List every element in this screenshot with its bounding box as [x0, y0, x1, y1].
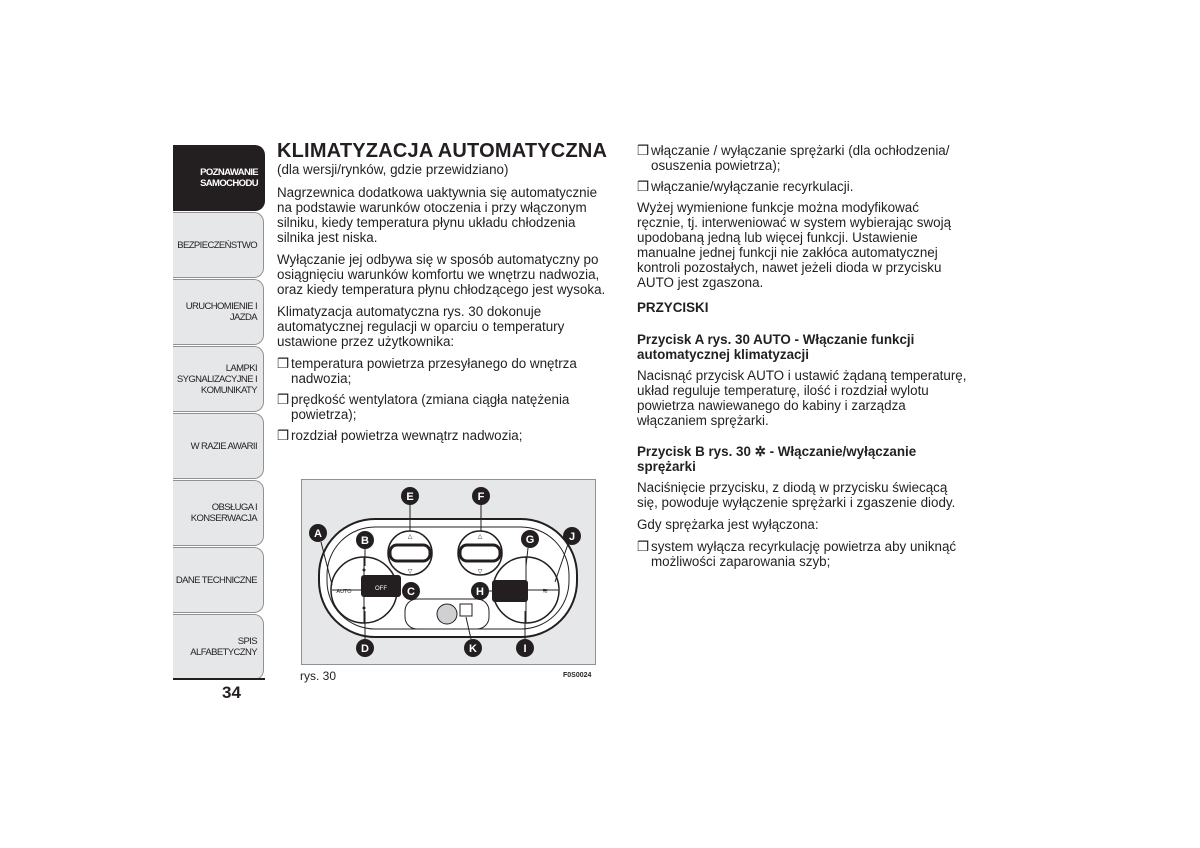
climate-panel-illustration: [302, 480, 595, 664]
paragraph: Gdy sprężarka jest wyłączona:: [637, 517, 819, 532]
bullet-text: włączanie / wyłączanie sprężarki (dla ochłodzenia/ osuszenia powietrza);: [651, 143, 950, 173]
subheading-b-end: - Włączanie/wyłączanie sprężarki: [637, 444, 917, 474]
paragraph: Naciśnięcie przycisku, z diodą w przycisku świecącą się, powoduje wyłączenie sprężarki i zgaszenie diody.: [637, 480, 956, 510]
tab-spis-alfabetyczny[interactable]: [173, 614, 264, 680]
page-number: 34: [222, 683, 241, 702]
bullet-text: włączanie/wyłączanie recyrkulacji.: [651, 179, 854, 194]
spacer: [637, 435, 969, 444]
bullet-item: [637, 539, 969, 569]
figure-code: F0S0024: [563, 672, 592, 679]
callout-g: G: [525, 534, 535, 546]
tab-w-razie-awarii[interactable]: [173, 413, 264, 479]
tab-bezpieczenstwo[interactable]: [173, 212, 264, 278]
paragraph: Nacisnąć przycisk AUTO i ustawić żądaną temperaturę, układ reguluje temperaturę, ilość i rozdział wylotu powietrza nawiewanego do kabiny i zarządza włączaniem sprężarki.: [637, 368, 967, 428]
checkbox-bullet-icon: ❒: [277, 356, 290, 371]
right-vent-down-icon: ▽: [477, 569, 483, 575]
tab-label: URUCHOMIENIE I JAZDA: [185, 301, 257, 323]
tab-label: SPIS ALFABETYCZNY: [190, 636, 257, 658]
checkbox-bullet-icon: ❒: [637, 143, 650, 158]
left-vent-louver: [390, 545, 430, 561]
paragraph: Wyżej wymienione funkcje można modyfikować ręcznie, tj. interweniować w system wybierając swoją upodobaną jedną lub więcej funkcji. Ustawienie manualne jednej funkcji nie zakłóca automatycznej kontroli pozostałych, nawet jeżeli dioda w przycisku AUTO jest zgaszona.: [637, 200, 952, 290]
callout-c: C: [407, 586, 415, 598]
climate-control-figure: [301, 479, 596, 665]
bullet-text: rozdział powietrza wewnątrz nadwozia;: [291, 428, 523, 443]
page-number-rule: [173, 678, 265, 680]
callout-d: D: [361, 643, 369, 655]
subheading-button-a: Przycisk A rys. 30 AUTO - Włączanie funkcji automatycznej klimatyzacji: [637, 332, 915, 362]
temperature-sensor-grille: [437, 604, 457, 624]
bullet-text: temperatura powietrza przesyłanego do wnętrza nadwozia;: [291, 356, 577, 386]
tab-obsluga-i-konserwacja[interactable]: [173, 480, 264, 546]
tab-label: DANE TECHNICZNE: [175, 574, 257, 586]
auto-button-label: AUTO: [336, 589, 352, 595]
callout-a: A: [314, 528, 322, 540]
tab-poznawanie-samochodu[interactable]: [173, 145, 265, 211]
bullet-item: [277, 392, 609, 422]
callout-e: E: [406, 491, 414, 503]
callout-f: F: [477, 491, 485, 503]
callout-i: I: [523, 643, 527, 655]
callout-h: H: [476, 586, 484, 598]
left-vent-up-icon: △: [407, 534, 413, 540]
tab-lampki-sygnalizacyjne[interactable]: [173, 346, 264, 412]
left-column: [277, 140, 609, 449]
subheading-b-start: Przycisk B rys. 30: [637, 444, 751, 459]
tab-label: POZNAWANIE SAMOCHODU: [200, 167, 258, 189]
checkbox-bullet-icon: ❒: [637, 539, 650, 554]
checkbox-bullet-icon: ❒: [637, 179, 650, 194]
recirculation-icon: [363, 607, 366, 610]
tab-label: OBSŁUGA I KONSERWACJA: [190, 502, 257, 524]
figure-caption: rys. 30: [300, 669, 337, 683]
right-vent-up-icon: △: [477, 534, 483, 540]
checkbox-bullet-icon: ❒: [277, 392, 290, 407]
off-button-label: OFF: [375, 586, 387, 592]
section-title: KLIMATYZACJA AUTOMATYCZNA: [277, 140, 608, 162]
left-vent-down-icon: ▽: [407, 569, 413, 575]
right-column: [637, 143, 969, 575]
bullet-text: prędkość wentylatora (zmiana ciągła natężenia powietrza);: [291, 392, 570, 422]
bullet-text: system wyłącza recyrkulację powietrza aby uniknąć możliwości zaparowania szyb;: [651, 539, 957, 569]
snowflake-icon: [363, 569, 366, 572]
tab-uruchomienie-i-jazda[interactable]: [173, 279, 264, 345]
paragraph: Klimatyzacja automatyczna rys. 30 dokonuje automatycznej regulacji w oparciu o temperatury ustawione przez użytkownika:: [277, 304, 565, 349]
tab-dane-techniczne[interactable]: [173, 547, 264, 613]
callout-j: J: [568, 531, 576, 543]
right-vent-louver: [460, 545, 500, 561]
section-heading-buttons: PRZYCISKI: [637, 300, 709, 315]
callout-b: B: [361, 535, 369, 547]
section-subtitle: (dla wersji/rynków, gdzie przewidziano): [277, 162, 509, 177]
tab-label: W RAZIE AWARII: [190, 440, 257, 452]
paragraph: Wyłączanie jej odbywa się w sposób automatyczny po osiągnięciu warunków komfortu we wnętrzu nadwozia, oraz kiedy temperatura płynu chłodzącego jest wysoka.: [277, 252, 606, 297]
tab-label: BEZPIECZEŃSTWO: [177, 239, 257, 251]
subheading-button-b: [637, 444, 969, 474]
snowflake-icon: ✲: [754, 444, 766, 459]
tab-label: LAMPKI SYGNALIZACYJNE I KOMUNIKATY: [176, 362, 257, 396]
callout-k: K: [469, 643, 477, 655]
bullet-item: [277, 428, 609, 443]
chapter-tabs: [173, 145, 265, 681]
bullet-item: [637, 179, 969, 194]
defrost-icon: ≋: [542, 588, 548, 595]
bullet-item: [637, 143, 969, 173]
paragraph: Nagrzewnica dodatkowa uaktywnia się automatycznie na podstawie warunków otoczenia i przy włączonym silniku, kiedy temperatura płynu układu chłodzenia silnika jest niska.: [277, 185, 598, 245]
bullet-item: [277, 356, 609, 386]
checkbox-bullet-icon: ❒: [277, 428, 290, 443]
rear-defrost-button[interactable]: [460, 604, 472, 616]
